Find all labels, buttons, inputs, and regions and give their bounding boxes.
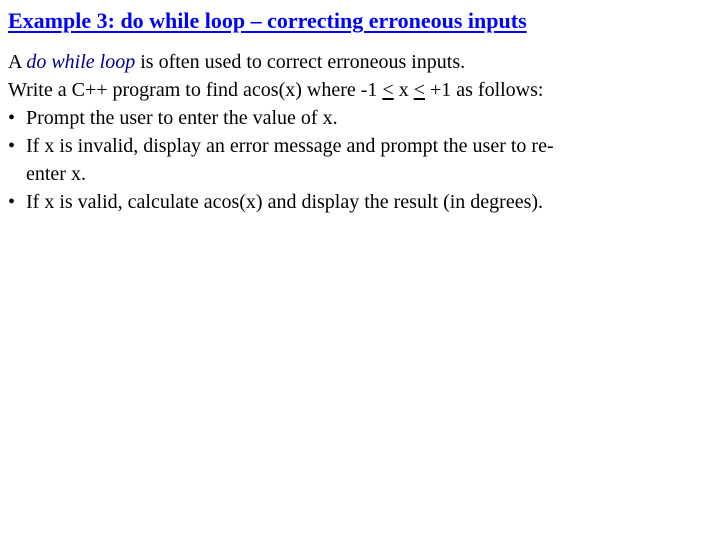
intro-suffix: is often used to correct erroneous inputs. bbox=[135, 51, 466, 73]
bullet-list bbox=[8, 104, 708, 216]
list-item bbox=[8, 104, 708, 132]
intro-line bbox=[8, 48, 708, 76]
bullet-icon: • bbox=[8, 135, 16, 157]
intro-prefix: A bbox=[8, 51, 27, 73]
bullet-text-continuation: enter x. bbox=[26, 163, 86, 185]
bullet-text: If x is valid, calculate acos(x) and display the result (in degrees). bbox=[26, 191, 544, 213]
bullet-icon: • bbox=[8, 107, 16, 129]
intro-emphasis: do while loop bbox=[26, 51, 136, 73]
bullet-icon: • bbox=[8, 191, 16, 213]
page-title: Example 3: do while loop – correcting erroneous inputs bbox=[8, 8, 527, 33]
bullet-text: Prompt the user to enter the value of x. bbox=[26, 107, 338, 129]
bullet-text: If x is invalid, display an error message and prompt the user to re- bbox=[26, 135, 554, 157]
list-item bbox=[8, 132, 708, 188]
task-part-1: Write a C++ program to find acos(x) where -1 bbox=[8, 79, 383, 101]
task-part-2: x bbox=[393, 79, 414, 101]
less-equal-symbol-1: < bbox=[382, 79, 394, 101]
task-line bbox=[8, 76, 708, 104]
task-part-3: +1 as follows: bbox=[424, 79, 544, 101]
slide-body bbox=[8, 48, 708, 216]
list-item bbox=[8, 188, 708, 216]
less-equal-symbol-2: < bbox=[413, 79, 425, 101]
